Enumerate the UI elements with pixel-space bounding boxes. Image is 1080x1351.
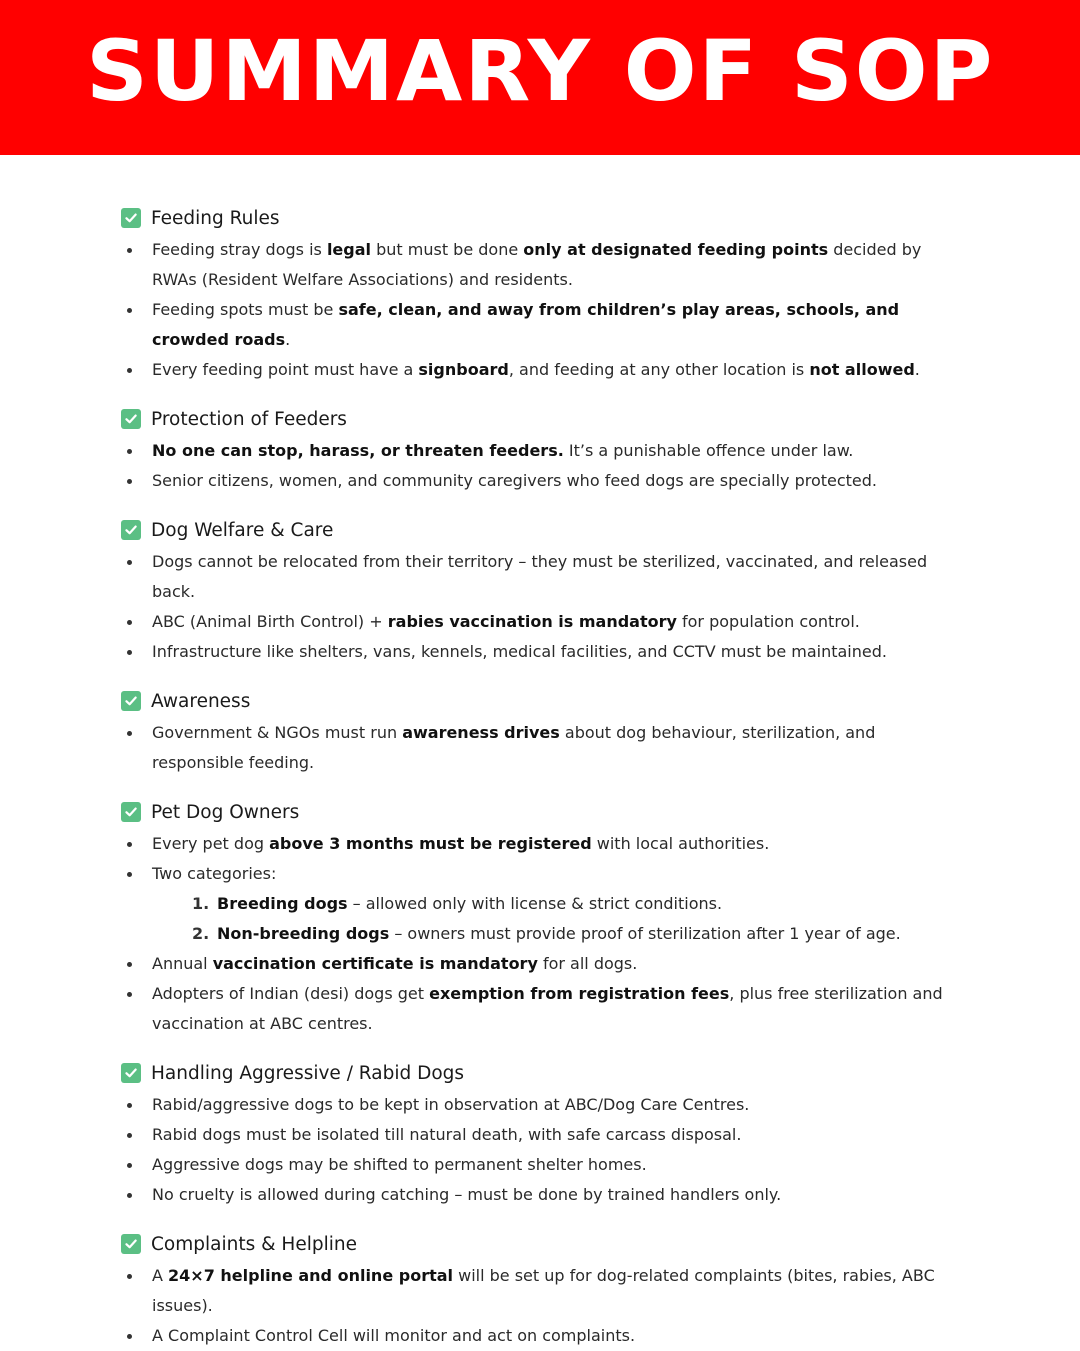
text-run: Senior citizens, women, and community caregivers who feed dogs are specially protected.: [152, 471, 878, 490]
section-title: Protection of Feeders: [151, 408, 347, 430]
section-heading: [121, 684, 951, 718]
list-item: [121, 607, 951, 637]
section: [121, 201, 951, 385]
section-heading: [121, 1056, 951, 1090]
bold-text: legal: [326, 240, 372, 259]
text-run: A: [152, 1266, 169, 1285]
list-item: [121, 1261, 951, 1321]
bold-text: 24×7 helpline and online portal: [168, 1266, 454, 1285]
list-item: [121, 547, 951, 607]
bold-text: safe, clean, and away from children’s play areas, schools, and crowded roads: [152, 300, 900, 349]
checkmark-icon: [121, 208, 141, 228]
bold-text: not allowed: [809, 360, 915, 379]
sop-content: [121, 201, 951, 1351]
text-run: A Complaint Control Cell will monitor and act on complaints.: [152, 1326, 636, 1345]
text-run: Infrastructure like shelters, vans, kennels, medical facilities, and CCTV must be maintained.: [152, 642, 887, 661]
numbered-item: [152, 889, 951, 919]
text-run: but must be done: [371, 240, 524, 259]
list-item: [121, 949, 951, 979]
section-heading: [121, 795, 951, 829]
section: [121, 1056, 951, 1210]
checkmark-icon: [121, 409, 141, 429]
bullet-list: [121, 547, 951, 667]
bullet-list: [121, 1261, 951, 1351]
text-run: , plus free sterilization and vaccination at ABC centres.: [152, 984, 943, 1033]
text-run: ABC (Animal Birth Control) +: [152, 612, 388, 631]
text-run: for population control.: [676, 612, 860, 631]
numbered-item: [152, 919, 951, 949]
bold-text: only at designated feeding points: [523, 240, 829, 259]
list-item: [121, 355, 951, 385]
bullet-list: [121, 1090, 951, 1210]
item-number: 1.: [192, 894, 210, 913]
checkmark-icon: [121, 520, 141, 540]
list-item: [121, 1321, 951, 1351]
section-heading: [121, 513, 951, 547]
text-run: Feeding spots must be: [152, 300, 339, 319]
text-run: Two categories:: [152, 864, 277, 883]
numbered-list: [152, 889, 951, 949]
text-run: Rabid dogs must be isolated till natural death, with safe carcass disposal.: [152, 1125, 742, 1144]
text-run: – allowed only with license & strict conditions.: [347, 894, 723, 913]
text-run: , and feeding at any other location is: [508, 360, 810, 379]
bullet-list: [121, 718, 951, 778]
section-heading: [121, 1227, 951, 1261]
section: [121, 1227, 951, 1351]
list-item: [121, 1090, 951, 1120]
section-title: Pet Dog Owners: [151, 801, 300, 823]
checkmark-icon: [121, 1063, 141, 1083]
list-item: [121, 718, 951, 778]
section-heading: [121, 201, 951, 235]
bullet-list: [121, 436, 951, 496]
section: [121, 795, 951, 1039]
text-run: Rabid/aggressive dogs to be kept in observation at ABC/Dog Care Centres.: [152, 1095, 750, 1114]
list-item: [121, 1120, 951, 1150]
text-run: No cruelty is allowed during catching – must be done by trained handlers only.: [152, 1185, 782, 1204]
section-title: Dog Welfare & Care: [151, 519, 334, 541]
bold-text: awareness drives: [402, 723, 560, 742]
bold-text: signboard: [418, 360, 509, 379]
list-item: [121, 979, 951, 1039]
bold-text: vaccination certificate is mandatory: [212, 954, 538, 973]
list-item: [121, 436, 951, 466]
bullet-list: [121, 829, 951, 1039]
text-run: will be set up for dog-related complaints (bites, rabies, ABC issues).: [152, 1266, 935, 1315]
checkmark-icon: [121, 691, 141, 711]
item-number: 2.: [192, 924, 210, 943]
section-title: Awareness: [151, 690, 251, 712]
text-run: – owners must provide proof of sterilization after 1 year of age.: [389, 924, 901, 943]
bold-text: exemption from registration fees: [429, 984, 730, 1003]
text-run: .: [285, 330, 291, 349]
bullet-list: [121, 235, 951, 385]
text-run: Government & NGOs must run: [152, 723, 403, 742]
text-run: Every feeding point must have a: [152, 360, 419, 379]
text-run: It’s a punishable offence under law.: [563, 441, 854, 460]
item-text: [217, 919, 901, 949]
bold-text: above 3 months must be registered: [269, 834, 592, 853]
list-item: [121, 1150, 951, 1180]
section-title: Feeding Rules: [151, 207, 280, 229]
bold-text: rabies vaccination is mandatory: [387, 612, 677, 631]
list-item: [121, 859, 951, 949]
text-run: Aggressive dogs may be shifted to permanent shelter homes.: [152, 1155, 647, 1174]
list-item: [121, 295, 951, 355]
section-title: Handling Aggressive / Rabid Dogs: [151, 1062, 465, 1084]
text-run: about dog behaviour, sterilization, and responsible feeding.: [152, 723, 876, 772]
text-run: for all dogs.: [537, 954, 638, 973]
bold-text: Non-breeding dogs: [217, 924, 390, 943]
list-item: [121, 1180, 951, 1210]
section-heading: [121, 402, 951, 436]
bold-text: Breeding dogs: [217, 894, 348, 913]
text-run: decided by RWAs (Resident Welfare Associations) and residents.: [152, 240, 922, 289]
list-item: [121, 637, 951, 667]
list-item: [121, 466, 951, 496]
item-text: [217, 889, 722, 919]
section: [121, 684, 951, 778]
section: [121, 513, 951, 667]
checkmark-icon: [121, 1234, 141, 1254]
text-run: Feeding stray dogs is: [152, 240, 327, 259]
text-run: .: [914, 360, 920, 379]
text-run: Annual: [152, 954, 213, 973]
header-banner: [0, 0, 1080, 155]
checkmark-icon: [121, 802, 141, 822]
text-run: with local authorities.: [591, 834, 770, 853]
text-run: Adopters of Indian (desi) dogs get: [152, 984, 430, 1003]
text-run: Every pet dog: [152, 834, 270, 853]
text-run: Dogs cannot be relocated from their territory – they must be sterilized, vaccinated, and released back.: [152, 552, 928, 601]
list-item: [121, 829, 951, 859]
section-title: Complaints & Helpline: [151, 1233, 357, 1255]
section: [121, 402, 951, 496]
page-title: SUMMARY OF SOP: [85, 21, 995, 120]
bold-text: No one can stop, harass, or threaten feeders.: [152, 441, 564, 460]
list-item: [121, 235, 951, 295]
